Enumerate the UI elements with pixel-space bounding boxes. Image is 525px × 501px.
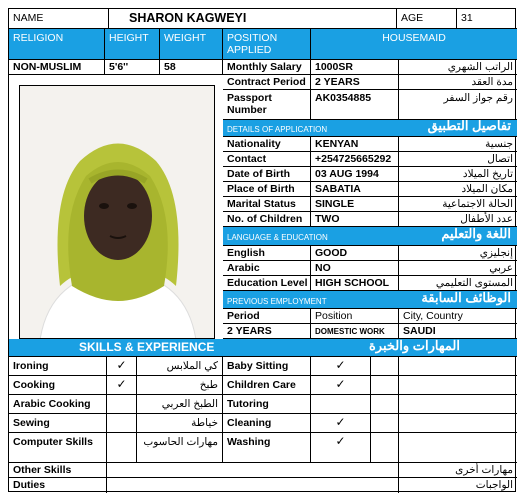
details-title-ar: تفاصيل التطبيق — [427, 120, 511, 133]
religion-value: NON-MUSLIM — [9, 60, 105, 75]
name-value: SHARON KAGWEYI — [109, 9, 397, 29]
nationality-value: KENYAN — [311, 137, 399, 152]
skill-computer-ar: مهارات الحاسوب — [137, 433, 223, 463]
marital-label: Marital Status — [223, 197, 311, 212]
details-header — [223, 120, 517, 137]
skill-blank — [399, 357, 517, 376]
skills-title: SKILLS & EXPERIENCE — [79, 340, 215, 354]
salary-label: Monthly Salary — [223, 60, 311, 75]
other-skills-label: Other Skills — [9, 463, 107, 478]
language-title: LANGUAGE & EDUCATION — [227, 233, 328, 242]
duties-value — [107, 478, 399, 493]
english-value: GOOD — [311, 246, 399, 261]
skill-cooking-label: Cooking — [9, 376, 107, 395]
dob-ar: تاريخ الميلاد — [399, 167, 517, 182]
skill-arabic-cooking-check — [107, 395, 137, 414]
age-label: AGE — [397, 9, 457, 29]
skill-cleaning-check: ✓ — [311, 414, 371, 433]
skill-cleaning-label: Cleaning — [223, 414, 311, 433]
skill-childcare-check: ✓ — [311, 376, 371, 395]
applicant-photo — [19, 85, 215, 339]
employment-country-header: City, Country — [399, 309, 517, 324]
dob-value: 03 AUG 1994 — [311, 167, 399, 182]
religion-header: RELIGION — [9, 29, 105, 60]
height-header: HEIGHT — [105, 29, 160, 60]
skill-spacer — [371, 433, 399, 463]
skill-arabic-cooking-label: Arabic Cooking — [9, 395, 107, 414]
skill-sewing-label: Sewing — [9, 414, 107, 433]
marital-ar: الحالة الاجتماعية — [399, 197, 517, 212]
marital-value: SINGLE — [311, 197, 399, 212]
skill-spacer — [371, 357, 399, 376]
passport-label: Passport Number — [223, 90, 311, 120]
contract-ar: مدة العقد — [399, 75, 517, 90]
skill-spacer — [371, 395, 399, 414]
weight-header: WEIGHT — [160, 29, 223, 60]
other-skills-value — [107, 463, 399, 478]
employment-header — [223, 291, 517, 309]
dob-label: Date of Birth — [223, 167, 311, 182]
education-value: HIGH SCHOOL — [311, 276, 399, 291]
contract-value: 2 YEARS — [311, 75, 399, 90]
skill-ironing-ar: كي الملابس — [137, 357, 223, 376]
employment-country: SAUDI — [399, 324, 517, 339]
children-value: TWO — [311, 212, 399, 227]
nationality-label: Nationality — [223, 137, 311, 152]
employment-position: DOMESTIC WORK — [311, 324, 399, 339]
employment-period-header: Period — [223, 309, 311, 324]
nationality-ar: جنسية — [399, 137, 517, 152]
skill-babysitting-label: Baby Sitting — [223, 357, 311, 376]
name-label: NAME — [9, 9, 109, 29]
children-ar: عدد الأطفال — [399, 212, 517, 227]
salary-ar: الراتب الشهري — [399, 60, 517, 75]
english-ar: إنجليزي — [399, 246, 517, 261]
skill-tutoring-check — [311, 395, 371, 414]
height-value: 5'6'' — [105, 60, 160, 75]
employment-title-ar: الوظائف السابقة — [421, 291, 511, 305]
application-form — [8, 8, 516, 492]
skill-computer-label: Computer Skills — [9, 433, 107, 463]
skill-blank — [399, 433, 517, 463]
children-label: No. of Children — [223, 212, 311, 227]
contact-ar: اتصال — [399, 152, 517, 167]
employment-period: 2 YEARS — [223, 324, 311, 339]
portrait-illustration — [20, 86, 215, 339]
passport-ar: رقم جواز السفر — [399, 90, 517, 120]
duties-ar: الواجبات — [475, 479, 513, 491]
skill-ironing-check: ✓ — [107, 357, 137, 376]
other-skills-ar: مهارات أخرى — [399, 463, 517, 478]
pob-ar: مكان الميلاد — [399, 182, 517, 197]
language-title-ar: اللغة والتعليم — [441, 227, 511, 241]
skill-sewing-check — [107, 414, 137, 433]
skills-header — [9, 339, 517, 357]
pob-label: Place of Birth — [223, 182, 311, 197]
contract-label: Contract Period — [223, 75, 311, 90]
skill-babysitting-check: ✓ — [311, 357, 371, 376]
salary-value: 1000SR — [311, 60, 399, 75]
pob-value: SABATIA — [311, 182, 399, 197]
skill-washing-check: ✓ — [311, 433, 371, 463]
weight-value: 58 — [160, 60, 223, 75]
skill-cooking-check: ✓ — [107, 376, 137, 395]
employment-position-header: Position — [311, 309, 399, 324]
arabic-value: NO — [311, 261, 399, 276]
english-label: English — [223, 246, 311, 261]
education-label: Education Level — [223, 276, 311, 291]
skill-sewing-ar: خياطة — [137, 414, 223, 433]
skill-childcare-label: Children Care — [223, 376, 311, 395]
details-title: DETAILS OF APPLICATION — [227, 125, 328, 134]
contact-label: Contact — [223, 152, 311, 167]
skill-computer-check — [107, 433, 137, 463]
skill-spacer — [371, 414, 399, 433]
position-value: HOUSEMAID — [311, 29, 517, 60]
employment-title: PREVIOUS EMPLOYMENT — [227, 297, 327, 306]
skill-blank — [399, 414, 517, 433]
skill-arabic-cooking-ar: الطبخ العربي — [137, 395, 223, 414]
contact-value: +254725665292 — [311, 152, 399, 167]
skills-title-ar: المهارات والخبرة — [369, 339, 460, 353]
passport-value: AK0354885 — [311, 90, 399, 120]
arabic-ar: عربي — [399, 261, 517, 276]
position-header: POSITION APPLIED — [223, 29, 311, 60]
skill-blank — [399, 376, 517, 395]
duties-label: Duties — [9, 478, 107, 493]
skill-washing-label: Washing — [223, 433, 311, 463]
education-ar: المستوى التعليمي — [399, 276, 517, 291]
skill-tutoring-label: Tutoring — [223, 395, 311, 414]
arabic-label: Arabic — [223, 261, 311, 276]
skill-ironing-label: Ironing — [9, 357, 107, 376]
language-header — [223, 227, 517, 246]
skill-spacer — [371, 376, 399, 395]
skill-cooking-ar: طبخ — [137, 376, 223, 395]
age-value: 31 — [457, 9, 517, 29]
skill-blank — [399, 395, 517, 414]
